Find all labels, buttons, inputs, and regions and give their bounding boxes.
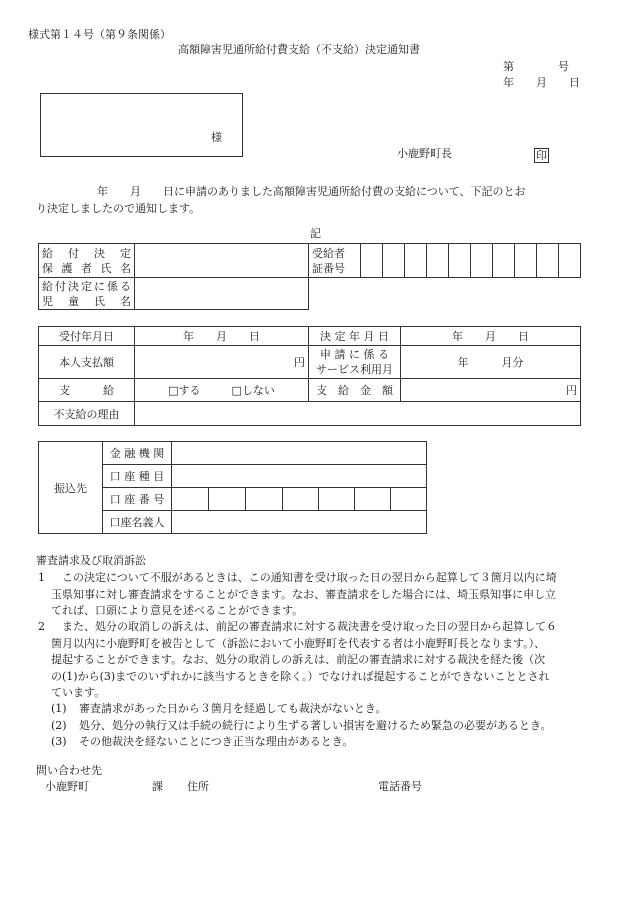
account-number-label: 口 座 番 号: [103, 488, 172, 511]
document-number: 第 号: [503, 60, 569, 73]
issuer: 小鹿野町長: [397, 147, 452, 160]
amount-label: 支 給 金 額: [309, 379, 401, 402]
sub-item-number: (1): [51, 702, 67, 715]
cert-digit-cell[interactable]: [471, 244, 493, 278]
form-id: 様式第１４号（第９条関係）: [28, 28, 171, 41]
appeal-item-1-number: 1: [38, 571, 45, 584]
institution-field[interactable]: [172, 442, 427, 465]
cert-digit-cell[interactable]: [559, 244, 581, 278]
guardian-table: [38, 243, 581, 310]
sub-item-number: (3): [51, 735, 67, 748]
appeal-item-2-line: また、処分の取消しの訴えは、前記の審査請求に対する裁決書を受け取った日の翌日から起算して６: [62, 620, 557, 633]
account-digit-cell[interactable]: [246, 488, 283, 511]
appeal-item-1: [51, 570, 557, 620]
contact-heading: 問い合わせ先: [36, 764, 102, 777]
account-digit-cell[interactable]: [283, 488, 319, 511]
account-type-label: 口 座 種 目: [103, 465, 172, 488]
cert-digit-cell[interactable]: [515, 244, 537, 278]
guardian-name-label: 給 付 決 定 保 護 者 氏 名: [39, 244, 135, 278]
institution-label: 金 融 機 関: [103, 442, 172, 465]
appeal-item-2-line: ています。: [51, 686, 106, 699]
option-yes-checkbox[interactable]: □する: [168, 384, 201, 397]
sub-item-text: 審査請求があった日から３箇月を経過しても裁決がないとき。: [79, 702, 387, 715]
appeal-sub-items: [51, 701, 552, 751]
recipient-cert-label: 受給者 証番号: [309, 244, 361, 278]
option-no-checkbox[interactable]: □しない: [231, 384, 275, 397]
appeal-item-1-line: この決定について不服があるときは、この通知書を受け取った日の翌日から起算して３箇月以内に埼: [62, 571, 557, 584]
payment-label: 支 給: [39, 379, 135, 402]
payment-options: [135, 379, 309, 402]
cert-digit-cell[interactable]: [537, 244, 559, 278]
ki-label: 記: [310, 227, 321, 240]
seal-text: 印: [536, 149, 547, 162]
account-holder-label: 口座名義人: [103, 511, 172, 534]
contact-address: 住所: [187, 780, 209, 793]
cert-digit-cell[interactable]: [405, 244, 427, 278]
addressee-box: [40, 93, 243, 157]
decision-date-label: 決 定 年 月 日: [309, 327, 401, 346]
account-digit-cell[interactable]: [319, 488, 355, 511]
sub-item: [51, 734, 552, 751]
amount-value[interactable]: 円: [401, 379, 581, 402]
contact-phone: 電話番号: [378, 780, 422, 793]
sub-item-number: (2): [51, 718, 67, 732]
account-type-field[interactable]: [172, 465, 427, 488]
appeal-item-2: [51, 619, 557, 702]
received-date-label: 受付年月日: [39, 327, 135, 346]
self-pay-value[interactable]: 円: [135, 346, 309, 379]
account-digit-cell[interactable]: [209, 488, 246, 511]
document-title: 高額障害児通所給付費支給（不支給）決定通知書: [178, 43, 420, 56]
intro-line-2: り決定しましたので通知します。: [36, 202, 201, 215]
non-payment-reason-label: 不支給の理由: [39, 402, 135, 426]
contact-section: 課: [152, 780, 163, 793]
seal-mark: [534, 148, 549, 163]
contact-town: 小鹿野町: [45, 780, 89, 793]
sub-item-text: その他裁決を経ないことにつき正当な理由があるとき。: [79, 735, 354, 748]
appeal-item-2-line: の(1)から(3)までのいずれかに該当するときを除く。）でなければ提起することができないこととされ: [51, 669, 550, 683]
cert-digit-cell[interactable]: [383, 244, 405, 278]
appeal-item-1-line: てれば、口頭により意見を述べることができます。: [51, 604, 304, 617]
received-date-value[interactable]: 年 月 日: [135, 327, 309, 346]
service-month-label: 申 請 に 係 る サービス利用月: [309, 346, 401, 379]
self-pay-label: 本人支払額: [39, 346, 135, 379]
account-holder-field[interactable]: [172, 511, 427, 534]
account-digit-cell[interactable]: [172, 488, 209, 511]
appeal-item-2-line: 箇月以内に小鹿野町を被告として（訴訟において小鹿野町を代表する者は小鹿野町長となります。）、: [51, 636, 546, 650]
cert-digit-cell[interactable]: [449, 244, 471, 278]
appeal-item-1-line: 玉県知事に対し審査請求をすることができます。なお、審査請求をした場合には、埼玉県知事に申し立: [51, 587, 557, 601]
cert-digit-cell[interactable]: [361, 244, 383, 278]
sub-item-text: 処分、処分の執行又は手続の続行により生ずる著しい損害を避けるため緊急の必要があるとき。: [79, 718, 552, 732]
appeal-heading: 審査請求及び取消訴訟: [36, 554, 146, 567]
cert-digit-cell[interactable]: [427, 244, 449, 278]
document-date: 年 月 日: [503, 76, 580, 89]
account-digit-cell[interactable]: [355, 488, 391, 511]
non-payment-reason-field[interactable]: [135, 402, 581, 426]
child-name-field[interactable]: [135, 278, 309, 310]
service-month-value[interactable]: 年 月分: [401, 346, 581, 379]
appeal-item-2-number: 2: [38, 620, 45, 633]
decision-table: [38, 326, 581, 426]
account-digit-cell[interactable]: [391, 488, 427, 511]
sub-item: [51, 701, 552, 718]
guardian-name-field[interactable]: [135, 244, 309, 278]
intro-line-1: 年 月 日に申請のありました高額障害児通所給付費の支給について、下記のとお: [97, 185, 526, 198]
decision-date-value[interactable]: 年 月 日: [401, 327, 581, 346]
sub-item: [51, 718, 552, 735]
child-name-label: 給付決定に係る 児 童 氏 名: [39, 278, 135, 310]
bank-section-label: 振込先: [39, 442, 103, 534]
bank-table: [38, 441, 427, 534]
appeal-item-2-line: 提起することができます。なお、処分の取消しの訴えは、前記の審査請求に対する裁決を経た後（次: [51, 653, 546, 666]
cert-digit-cell[interactable]: [493, 244, 515, 278]
addressee-suffix: 様: [211, 131, 222, 144]
